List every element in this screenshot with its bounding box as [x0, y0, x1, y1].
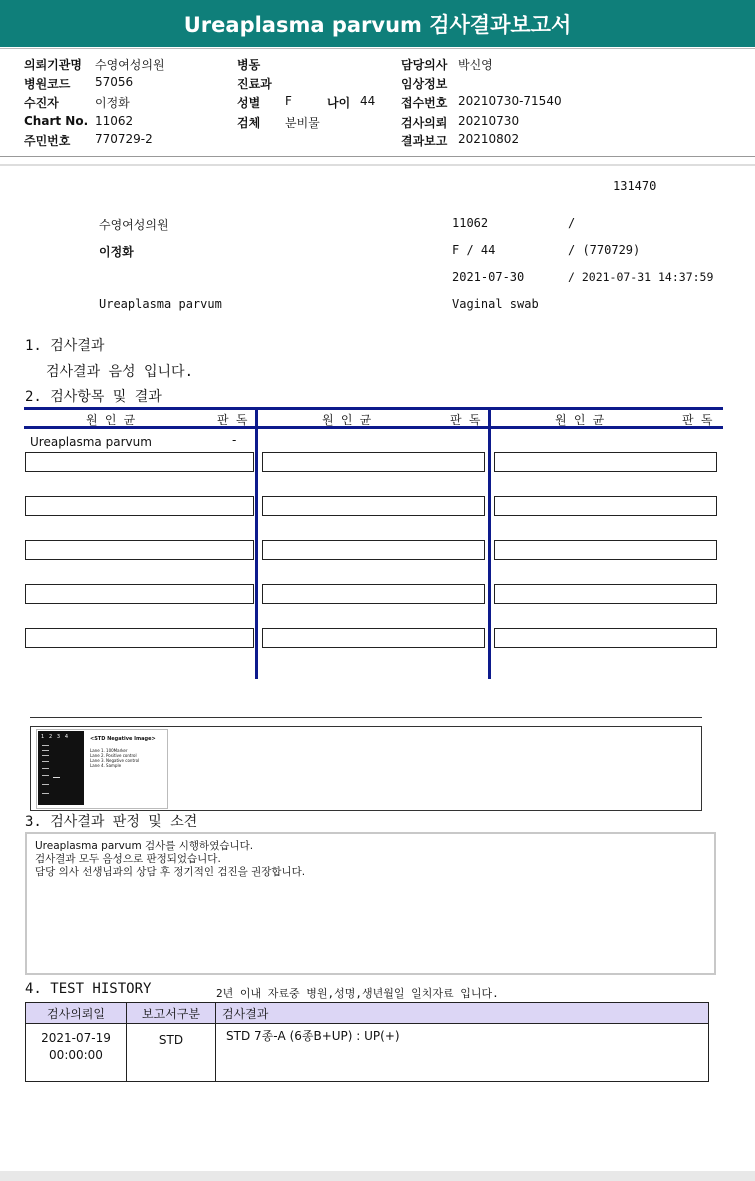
gel-top-rule	[30, 717, 702, 718]
info-test: Ureaplasma parvum	[99, 297, 222, 311]
col3-result-header: 판 독	[682, 413, 713, 427]
result-item-pathogen: Ureaplasma parvum	[30, 435, 152, 449]
result-box	[25, 452, 254, 472]
gel-band	[42, 768, 49, 769]
age-value: 44	[360, 94, 376, 108]
comment-box	[25, 832, 716, 975]
col3-pathogen-header: 원 인 균	[555, 413, 605, 427]
result-box	[25, 584, 254, 604]
gel-image	[38, 731, 84, 805]
col2-pathogen-header: 원 인 균	[322, 413, 372, 427]
col1-result-header: 판 독	[217, 413, 248, 427]
result-box	[494, 452, 717, 472]
info-chart: 11062	[452, 216, 489, 230]
result-box	[494, 540, 717, 560]
gel-caption-lanes	[90, 748, 139, 768]
result-box	[262, 540, 485, 560]
gel-band	[42, 793, 49, 794]
history-type: STD	[127, 1024, 216, 1082]
result-box	[25, 628, 254, 648]
gel-band	[42, 761, 49, 762]
section4-note: 2년 이내 자료중 병원,성명,생년월일 일치자료 입니다.	[216, 987, 499, 1000]
reportdate-label: 결과보고	[401, 134, 448, 148]
header-divider-mid	[0, 156, 755, 157]
gel-band	[42, 784, 49, 785]
receipt-value: 20210730-71540	[458, 94, 562, 108]
doctor-value: 박신영	[458, 58, 493, 72]
col1-pathogen-header: 원 인 균	[86, 413, 136, 427]
result-box	[262, 628, 485, 648]
results-table-top-rule	[24, 407, 723, 410]
comment-line-3: 담당 의사 선생님과의 상담 후 정기적인 검진을 권장합니다.	[35, 866, 306, 878]
page-bottom-bar	[0, 1171, 755, 1181]
history-table-wrap	[25, 1002, 709, 1082]
patient-value: 이정화	[95, 96, 130, 110]
request-label: 검사의뢰	[401, 116, 448, 130]
comment-line-2: 검사결과 모두 음성으로 판정되었습니다.	[35, 853, 221, 865]
result-box	[494, 584, 717, 604]
history-header-type: 보고서구분	[127, 1003, 216, 1024]
report-title: Ureaplasma parvum 검사결과보고서	[0, 0, 755, 47]
hospcode-value: 57056	[95, 75, 134, 89]
col2-result-header: 판 독	[450, 413, 481, 427]
history-header-result: 검사결과	[216, 1003, 709, 1024]
comment-line-1: Ureaplasma parvum 검사를 시행하였습니다.	[35, 840, 254, 852]
history-result: STD 7종-A (6종B+UP) : UP(+)	[216, 1024, 709, 1082]
section3-title: 3. 검사결과 판정 및 소견	[25, 814, 198, 830]
results-column-divider-1	[255, 407, 258, 679]
result-box	[262, 584, 485, 604]
result-box	[494, 496, 717, 516]
institution-value: 수영여성의원	[95, 58, 165, 72]
gel-lane2: Lane 2. Positive control	[90, 753, 137, 758]
section1-text: 검사결과 음성 입니다.	[46, 364, 194, 380]
gel-lane-numbers: 1 2 3 4	[41, 734, 69, 740]
history-time: 00:00:00	[49, 1048, 103, 1062]
sex-label: 성별	[237, 96, 261, 110]
id-value: 770729-2	[95, 132, 153, 146]
patient-label: 수진자	[24, 96, 59, 110]
history-header-date: 검사의뢰일	[26, 1003, 127, 1024]
result-box	[494, 628, 717, 648]
clinical-label: 임상정보	[401, 77, 448, 91]
history-table	[25, 1002, 709, 1082]
chart-value: 11062	[95, 114, 134, 128]
sex-value: F	[285, 94, 292, 108]
gel-lane3: Lane 3. Negative control	[90, 758, 140, 763]
gel-band	[53, 777, 60, 778]
table-row	[26, 1024, 709, 1082]
info-code: 131470	[613, 179, 657, 193]
gel-band	[42, 755, 49, 756]
section4-title: 4. TEST HISTORY	[25, 981, 152, 997]
info-specimen: Vaginal swab	[452, 297, 539, 311]
info-clinic: 수영여성의원	[99, 218, 169, 232]
info-name: 이정화	[99, 245, 134, 259]
header-divider-top	[0, 48, 755, 49]
institution-label: 의뢰기관명	[24, 58, 82, 72]
age-label: 나이	[327, 96, 351, 110]
gel-band	[42, 750, 49, 751]
history-header-row	[26, 1003, 709, 1024]
result-box	[262, 452, 485, 472]
receipt-label: 접수번호	[401, 96, 448, 110]
reportdate-value: 20210802	[458, 132, 520, 146]
info-received: 2021-07-30	[452, 270, 525, 284]
gel-band	[42, 745, 49, 746]
ward-label: 병동	[237, 58, 261, 72]
info-slash: /	[568, 216, 576, 230]
gel-caption-title: <STD Negative Image>	[90, 736, 156, 742]
info-reported: / 2021-07-31 14:37:59	[568, 270, 714, 284]
section1-title: 1. 검사결과	[25, 338, 105, 354]
specimen-label: 검체	[237, 116, 261, 130]
dept-label: 진료과	[237, 77, 272, 91]
hospcode-label: 병원코드	[24, 77, 71, 91]
specimen-value: 분비물	[285, 116, 320, 130]
info-birth: / (770729)	[568, 243, 641, 257]
result-box	[25, 540, 254, 560]
history-date: 2021-07-19	[41, 1031, 111, 1045]
section2-title: 2. 검사항목 및 결과	[25, 389, 162, 405]
results-column-divider-2	[488, 407, 491, 679]
info-sex-age: F / 44	[452, 243, 496, 257]
header-divider-bottom	[0, 164, 755, 166]
result-box	[262, 496, 485, 516]
doctor-label: 담당의사	[401, 58, 448, 72]
gel-image-panel	[36, 729, 168, 809]
request-value: 20210730	[458, 114, 520, 128]
result-item-value: -	[232, 433, 237, 447]
gel-lane4: Lane 4. Sample	[90, 763, 122, 768]
gel-band	[42, 775, 49, 776]
chart-label: Chart No.	[24, 114, 89, 128]
id-label: 주민번호	[24, 134, 71, 148]
history-date-cell	[26, 1024, 127, 1082]
gel-lane1: Lane 1. 100Marker	[90, 748, 128, 753]
result-box	[25, 496, 254, 516]
